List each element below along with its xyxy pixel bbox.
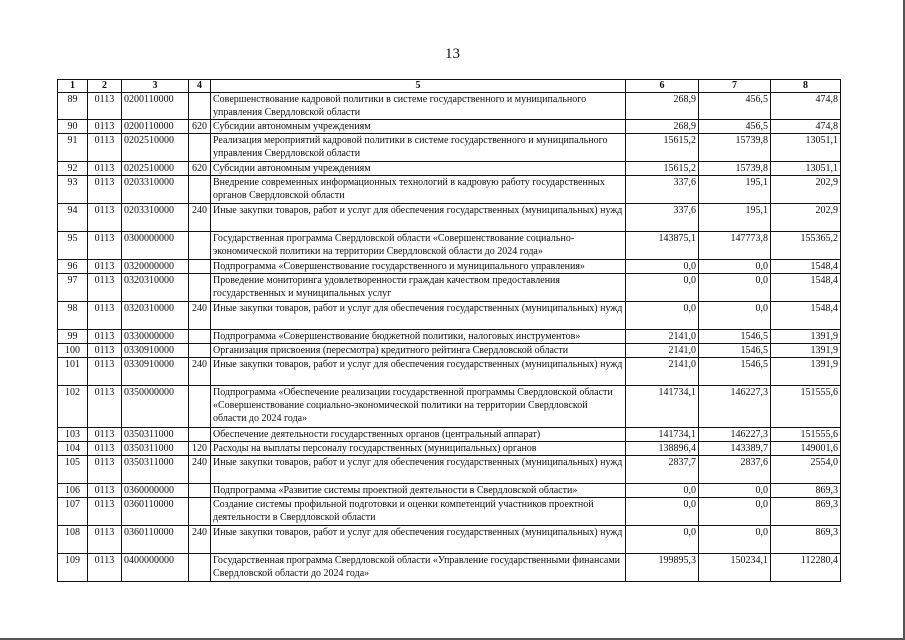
row-number-cell: 98 [58, 302, 88, 330]
section-code-cell: 0113 [88, 260, 122, 274]
amount-col6-cell: 143875,1 [626, 232, 699, 260]
section-code-cell: 0113 [88, 442, 122, 456]
item-name-cell: Иные закупки товаров, работ и услуг для обеспечения государственных (муниципальных) нужд [211, 358, 626, 386]
table-row [58, 134, 841, 162]
target-article-cell: 0350311000 [122, 456, 189, 484]
header-cell-2: 2 [88, 80, 122, 93]
item-name-cell: Иные закупки товаров, работ и услуг для обеспечения государственных (муниципальных) нужд [211, 204, 626, 232]
expense-type-cell [189, 428, 211, 442]
amount-col8-cell: 869,3 [771, 498, 841, 526]
item-name-cell: Государственная программа Свердловской области «Совершенствование социально-экономической политики на территории Свердловской области до 2024 года» [211, 232, 626, 260]
item-name-cell: Субсидии автономным учреждениям [211, 162, 626, 176]
section-code-cell: 0113 [88, 456, 122, 484]
expense-type-cell [189, 93, 211, 120]
row-number-cell: 100 [58, 344, 88, 358]
item-name-cell: Подпрограмма «Обеспечение реализации государственной программы Свердловской области «Совершенствование социально-экономической политики на территории Свердловской области до 2024 года» [211, 386, 626, 428]
item-name-cell: Подпрограмма «Развитие системы проектной деятельности в Свердловской области» [211, 484, 626, 498]
amount-col7-cell: 456,5 [699, 120, 771, 134]
table-row [58, 526, 841, 554]
amount-col8-cell: 202,9 [771, 204, 841, 232]
item-name-cell: Субсидии автономным учреждениям [211, 120, 626, 134]
row-number-cell: 93 [58, 176, 88, 204]
header-cell-3: 3 [122, 80, 189, 93]
amount-col8-cell: 13051,1 [771, 134, 841, 162]
amount-col7-cell: 1546,5 [699, 344, 771, 358]
row-number-cell: 95 [58, 232, 88, 260]
amount-col8-cell: 155365,2 [771, 232, 841, 260]
table-row [58, 120, 841, 134]
item-name-cell: Организация присвоения (пересмотра) кредитного рейтинга Свердловской области [211, 344, 626, 358]
row-number-cell: 105 [58, 456, 88, 484]
target-article-cell: 0360110000 [122, 498, 189, 526]
item-name-cell: Государственная программа Свердловской области «Управление государственными финансами Свердловской области до 2024 года» [211, 554, 626, 582]
section-code-cell: 0113 [88, 330, 122, 344]
amount-col8-cell: 151555,6 [771, 386, 841, 428]
amount-col8-cell: 112280,4 [771, 554, 841, 582]
row-number-cell: 89 [58, 93, 88, 120]
expense-type-cell: 240 [189, 302, 211, 330]
amount-col6-cell: 0,0 [626, 498, 699, 526]
expense-type-cell: 240 [189, 204, 211, 232]
table-row [58, 302, 841, 330]
amount-col7-cell: 195,1 [699, 176, 771, 204]
expense-type-cell [189, 484, 211, 498]
expense-type-cell [189, 176, 211, 204]
table-row [58, 260, 841, 274]
item-name-cell: Расходы на выплаты персоналу государственных (муниципальных) органов [211, 442, 626, 456]
expense-type-cell: 240 [189, 456, 211, 484]
amount-col6-cell: 199895,3 [626, 554, 699, 582]
target-article-cell: 0320310000 [122, 302, 189, 330]
amount-col8-cell: 2554,0 [771, 456, 841, 484]
item-name-cell: Иные закупки товаров, работ и услуг для обеспечения государственных (муниципальных) нужд [211, 456, 626, 484]
amount-col6-cell: 0,0 [626, 484, 699, 498]
target-article-cell: 0400000000 [122, 554, 189, 582]
row-number-cell: 97 [58, 274, 88, 302]
section-code-cell: 0113 [88, 428, 122, 442]
table-row [58, 442, 841, 456]
section-code-cell: 0113 [88, 526, 122, 554]
item-name-cell: Создание системы профильной подготовки и оценки компетенций участников проектной деятельности в Свердловской области [211, 498, 626, 526]
item-name-cell: Совершенствование кадровой политики в системе государственного и муниципального управления Свердловской области [211, 93, 626, 120]
amount-col6-cell: 0,0 [626, 302, 699, 330]
table-row [58, 176, 841, 204]
amount-col7-cell: 0,0 [699, 260, 771, 274]
amount-col6-cell: 268,9 [626, 120, 699, 134]
amount-col8-cell: 1548,4 [771, 302, 841, 330]
amount-col7-cell: 147773,8 [699, 232, 771, 260]
header-cell-5: 5 [211, 80, 626, 93]
table-row [58, 274, 841, 302]
section-code-cell: 0113 [88, 162, 122, 176]
amount-col8-cell: 474,8 [771, 93, 841, 120]
section-code-cell: 0113 [88, 358, 122, 386]
section-code-cell: 0113 [88, 386, 122, 428]
item-name-cell: Иные закупки товаров, работ и услуг для обеспечения государственных (муниципальных) нужд [211, 302, 626, 330]
amount-col6-cell: 2837,7 [626, 456, 699, 484]
section-code-cell: 0113 [88, 554, 122, 582]
amount-col7-cell: 0,0 [699, 526, 771, 554]
amount-col8-cell: 474,8 [771, 120, 841, 134]
expense-type-cell [189, 498, 211, 526]
target-article-cell: 0200110000 [122, 120, 189, 134]
amount-col7-cell: 1546,5 [699, 330, 771, 344]
amount-col8-cell: 869,3 [771, 526, 841, 554]
amount-col7-cell: 146227,3 [699, 386, 771, 428]
expense-type-cell [189, 274, 211, 302]
table-row [58, 428, 841, 442]
amount-col6-cell: 337,6 [626, 176, 699, 204]
amount-col7-cell: 195,1 [699, 204, 771, 232]
section-code-cell: 0113 [88, 204, 122, 232]
amount-col7-cell: 15739,8 [699, 162, 771, 176]
table-row [58, 456, 841, 484]
amount-col7-cell: 456,5 [699, 93, 771, 120]
page-number: 13 [445, 46, 460, 62]
item-name-cell: Иные закупки товаров, работ и услуг для обеспечения государственных (муниципальных) нужд [211, 526, 626, 554]
amount-col7-cell: 1546,5 [699, 358, 771, 386]
section-code-cell: 0113 [88, 232, 122, 260]
amount-col7-cell: 150234,1 [699, 554, 771, 582]
row-number-cell: 102 [58, 386, 88, 428]
amount-col6-cell: 15615,2 [626, 134, 699, 162]
expense-type-cell [189, 344, 211, 358]
row-number-cell: 106 [58, 484, 88, 498]
amount-col8-cell: 1548,4 [771, 274, 841, 302]
table-row [58, 386, 841, 428]
expense-type-cell [189, 260, 211, 274]
target-article-cell: 0203310000 [122, 204, 189, 232]
target-article-cell: 0320000000 [122, 260, 189, 274]
amount-col7-cell: 2837,6 [699, 456, 771, 484]
row-number-cell: 92 [58, 162, 88, 176]
amount-col6-cell: 268,9 [626, 93, 699, 120]
row-number-cell: 91 [58, 134, 88, 162]
item-name-cell: Подпрограмма «Совершенствование бюджетной политики, налоговых инструментов» [211, 330, 626, 344]
expense-type-cell [189, 330, 211, 344]
table-row [58, 93, 841, 120]
expense-type-cell [189, 134, 211, 162]
section-code-cell: 0113 [88, 484, 122, 498]
header-cell-4: 4 [189, 80, 211, 93]
amount-col8-cell: 1548,4 [771, 260, 841, 274]
amount-col7-cell: 0,0 [699, 498, 771, 526]
table-row [58, 330, 841, 344]
section-code-cell: 0113 [88, 134, 122, 162]
row-number-cell: 101 [58, 358, 88, 386]
table-row [58, 204, 841, 232]
row-number-cell: 108 [58, 526, 88, 554]
amount-col7-cell: 0,0 [699, 274, 771, 302]
amount-col6-cell: 141734,1 [626, 428, 699, 442]
table-row [58, 498, 841, 526]
header-row [58, 80, 841, 93]
section-code-cell: 0113 [88, 344, 122, 358]
section-code-cell: 0113 [88, 274, 122, 302]
section-code-cell: 0113 [88, 302, 122, 330]
amount-col7-cell: 143389,7 [699, 442, 771, 456]
target-article-cell: 0202510000 [122, 134, 189, 162]
section-code-cell: 0113 [88, 93, 122, 120]
target-article-cell: 0350000000 [122, 386, 189, 428]
budget-table [57, 79, 841, 582]
target-article-cell: 0330910000 [122, 358, 189, 386]
amount-col6-cell: 2141,0 [626, 358, 699, 386]
target-article-cell: 0330910000 [122, 344, 189, 358]
expense-type-cell: 240 [189, 358, 211, 386]
amount-col8-cell: 1391,9 [771, 358, 841, 386]
row-number-cell: 96 [58, 260, 88, 274]
amount-col8-cell: 869,3 [771, 484, 841, 498]
amount-col8-cell: 151555,6 [771, 428, 841, 442]
target-article-cell: 0360000000 [122, 484, 189, 498]
amount-col6-cell: 15615,2 [626, 162, 699, 176]
amount-col8-cell: 1391,9 [771, 330, 841, 344]
target-article-cell: 0300000000 [122, 232, 189, 260]
header-cell-8: 8 [771, 80, 841, 93]
target-article-cell: 0203310000 [122, 176, 189, 204]
expense-type-cell: 620 [189, 162, 211, 176]
amount-col6-cell: 141734,1 [626, 386, 699, 428]
amount-col8-cell: 13051,1 [771, 162, 841, 176]
row-number-cell: 103 [58, 428, 88, 442]
item-name-cell: Проведение мониторинга удовлетворенности граждан качеством предоставления государственных и муниципальных услуг [211, 274, 626, 302]
table-body [58, 93, 841, 582]
amount-col6-cell: 2141,0 [626, 344, 699, 358]
row-number-cell: 107 [58, 498, 88, 526]
item-name-cell: Реализация мероприятий кадровой политики в системе государственного и муниципального управления Свердловской области [211, 134, 626, 162]
amount-col7-cell: 146227,3 [699, 428, 771, 442]
row-number-cell: 104 [58, 442, 88, 456]
amount-col7-cell: 15739,8 [699, 134, 771, 162]
amount-col7-cell: 0,0 [699, 484, 771, 498]
target-article-cell: 0350311000 [122, 442, 189, 456]
expense-type-cell: 120 [189, 442, 211, 456]
target-article-cell: 0202510000 [122, 162, 189, 176]
amount-col8-cell: 149001,6 [771, 442, 841, 456]
target-article-cell: 0350311000 [122, 428, 189, 442]
expense-type-cell: 620 [189, 120, 211, 134]
header-cell-7: 7 [699, 80, 771, 93]
row-number-cell: 94 [58, 204, 88, 232]
table-row [58, 554, 841, 582]
header-cell-1: 1 [58, 80, 88, 93]
section-code-cell: 0113 [88, 120, 122, 134]
amount-col8-cell: 1391,9 [771, 344, 841, 358]
expense-type-cell [189, 386, 211, 428]
section-code-cell: 0113 [88, 176, 122, 204]
item-name-cell: Внедрение современных информационных технологий в кадровую работу государственных органов Свердловской области [211, 176, 626, 204]
item-name-cell: Подпрограмма «Совершенствование государственного и муниципального управления» [211, 260, 626, 274]
row-number-cell: 109 [58, 554, 88, 582]
expense-type-cell [189, 554, 211, 582]
amount-col6-cell: 2141,0 [626, 330, 699, 344]
amount-col6-cell: 337,6 [626, 204, 699, 232]
amount-col6-cell: 0,0 [626, 526, 699, 554]
table-row [58, 484, 841, 498]
amount-col6-cell: 138896,4 [626, 442, 699, 456]
expense-type-cell: 240 [189, 526, 211, 554]
table-row [58, 232, 841, 260]
amount-col7-cell: 0,0 [699, 302, 771, 330]
amount-col8-cell: 202,9 [771, 176, 841, 204]
amount-col6-cell: 0,0 [626, 260, 699, 274]
section-code-cell: 0113 [88, 498, 122, 526]
target-article-cell: 0330000000 [122, 330, 189, 344]
header-cell-6: 6 [626, 80, 699, 93]
table-row [58, 162, 841, 176]
table-row [58, 344, 841, 358]
item-name-cell: Обеспечение деятельности государственных органов (центральный аппарат) [211, 428, 626, 442]
target-article-cell: 0360110000 [122, 526, 189, 554]
expense-type-cell [189, 232, 211, 260]
row-number-cell: 90 [58, 120, 88, 134]
table-row [58, 358, 841, 386]
amount-col6-cell: 0,0 [626, 274, 699, 302]
row-number-cell: 99 [58, 330, 88, 344]
target-article-cell: 0320310000 [122, 274, 189, 302]
target-article-cell: 0200110000 [122, 93, 189, 120]
